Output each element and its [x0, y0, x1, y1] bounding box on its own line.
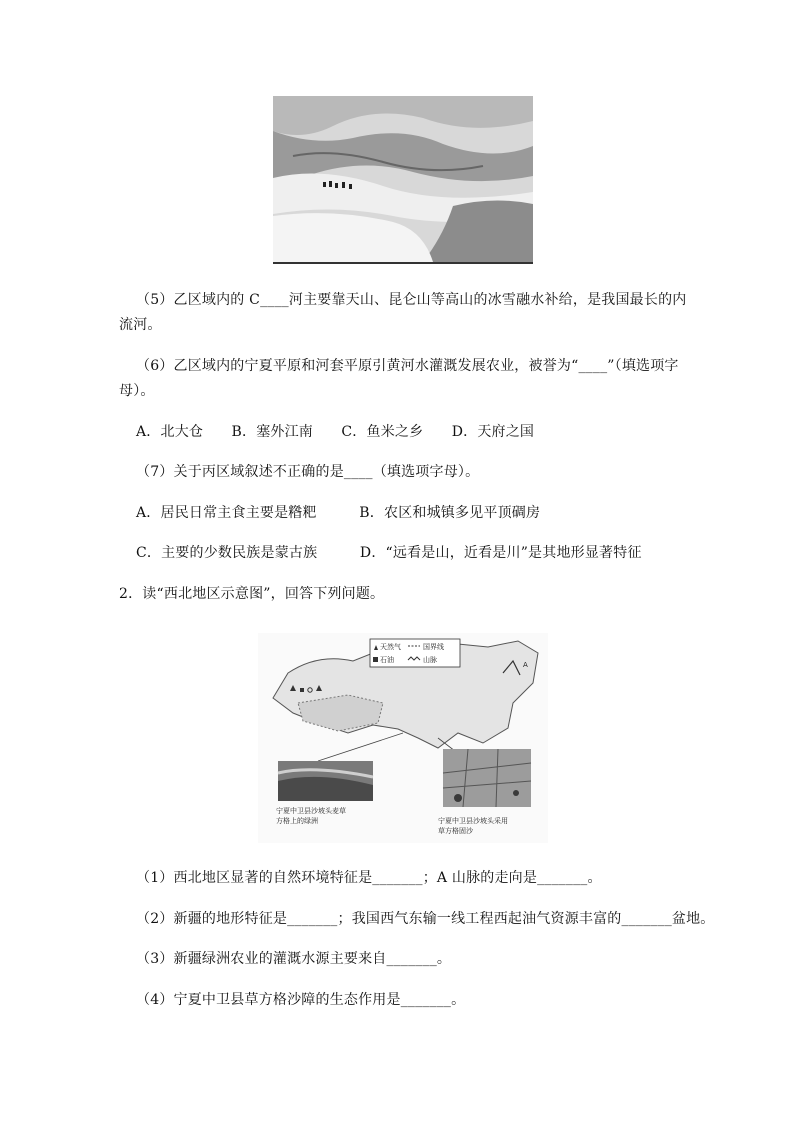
- q1-sub5-line1: （5）乙区域内的 C____河主要靠天山、昆仑山等高山的冰雪融水补给，是我国最长的内: [136, 292, 687, 308]
- q2-sub3: （3）新疆绿洲农业的灌溉水源主要来自_______。: [136, 951, 452, 967]
- q1-sub7-options-row2: C．主要的少数民族是蒙古族 D．“远看是山，近看是川”是其地形显著特征: [136, 545, 642, 561]
- caption-left-line2: 方格上的绿洲: [276, 817, 318, 825]
- q2-sub1: （1）西北地区显著的自然环境特征是_______；A 山脉的走向是_______。: [136, 870, 602, 886]
- legend-border: 国界线: [423, 643, 444, 651]
- point-label-a: A: [523, 661, 528, 669]
- caption-right-line2: 草方格固沙: [438, 827, 473, 835]
- q1-sub5-line2: 流河。: [119, 317, 162, 333]
- desert-photo: [273, 96, 533, 264]
- caption-right-line1: 宁夏中卫县沙坡头采用: [438, 817, 508, 825]
- caption-left-line1: 宁夏中卫县沙坡头麦草: [276, 807, 346, 815]
- northwest-map-figure: [258, 633, 548, 843]
- q1-sub7-options-row1: A．居民日常主食主要是糌粑 B．农区和城镇多见平顶碉房: [136, 505, 541, 521]
- q1-sub6-line1: （6）乙区域内的宁夏平原和河套平原引黄河水灌溉发展农业，被誉为“____”（填选项字: [136, 358, 679, 374]
- q1-sub6-options: A．北大仓 B．塞外江南 C．鱼米之乡 D．天府之国: [136, 424, 535, 440]
- q1-sub7-stem: （7）关于丙区域叙述不正确的是____（填选项字母）。: [136, 464, 480, 480]
- legend-gas: 天然气: [380, 643, 401, 651]
- legend-oil: 石油: [380, 656, 394, 664]
- q2-sub2: （2）新疆的地形特征是_______；我国西气东输一线工程西起油气资源丰富的_______盆地。: [136, 911, 715, 927]
- straw-checkerboard-photo: [443, 749, 531, 807]
- legend-mountain: 山脉: [423, 656, 437, 664]
- q2-stem: 2．读“西北地区示意图”，回答下列问题。: [119, 586, 385, 602]
- q1-sub6-line2: 母）。: [119, 383, 155, 399]
- oasis-photo: [278, 761, 373, 801]
- q2-sub4: （4）宁夏中卫县草方格沙障的生态作用是_______。: [136, 992, 466, 1008]
